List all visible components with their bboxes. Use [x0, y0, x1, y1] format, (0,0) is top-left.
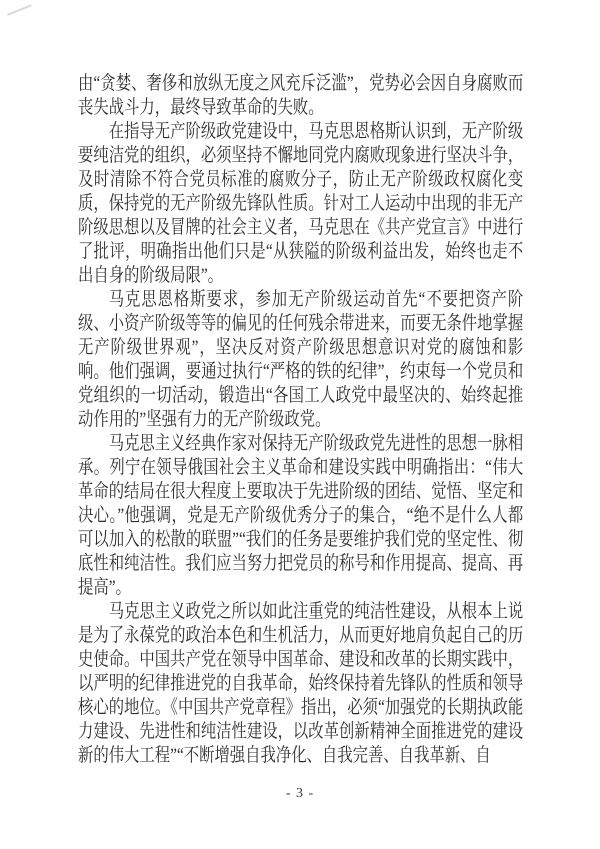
scan-artifact: [7, 4, 32, 16]
paragraph: 马克思主义政党之所以如此注重党的纯洁性建设，从根本上说是为了永葆党的政治本色和生机活力，从而更好地肩负起自己的历史使命。中国共产党在领导中国革命、建设和改革的长期实践中，以严明的纪律推进党的自我革命，始终保持着先锋队的性质和领导核心的地位。《中国共产党章程》指出，必须“加强党的长期执政能力建设、先进性和纯洁性建设，以改革创新精神全面推进党的建设新的伟大工程”“不断增强自我净化、自我完善、自我革新、自: [78, 601, 524, 766]
paragraph: 在指导无产阶级政党建设中，马克思恩格斯认识到，无产阶级要纯洁党的组织，必须坚持不懈地同党内腐败现象进行坚决斗争，及时清除不符合党员标准的腐败分子，防止无产阶级政权腐化变质，保持党的无产阶级先锋队性质。针对工人运动中出现的非无产阶级思想以及冒牌的社会主义者，马克思在《共产党宣言》中进行了批评，明确指出他们只是“从狭隘的阶级利益出发，始终也走不出自身的阶级局限”。: [78, 121, 524, 286]
paragraph: 马克思恩格斯要求，参加无产阶级运动首先“不要把资产阶级、小资产阶级等等的偏见的任何残余带进来，而要无条件地掌握无产阶级世界观”，坚决反对资产阶级思想意识对党的腐蚀和影响。他们强调，要通过执行“严格的铁的纪律”，约束每一个党员和党组织的一切活动，锻造出“各国工人政党中最坚决的、始终起推动作用的”坚强有力的无产阶级政党。: [78, 289, 524, 430]
page-number: - 3 -: [285, 786, 315, 801]
paragraph: 马克思主义经典作家对保持无产阶级政党先进性的思想一脉相承。列宁在领导俄国社会主义革命和建设实践中明确指出：“伟大革命的结局在很大程度上要取决于先进阶级的团结、觉悟、坚定和决心。”他强调，党是无产阶级优秀分子的集合，“绝不是什么人都可以加入的松散的联盟”“我们的任务是要维护我们党的坚定性、彻底性和纯洁性。我们应当努力把党员的称号和作用提高、提高、再提高”。: [78, 433, 524, 598]
page-body-text: [78, 72, 523, 768]
paragraph-continuation: 由“贪婪、奢侈和放纵无度之风充斥泛滥”，党势必会因自身腐败而丧失战斗力，最终导致革命的失败。: [78, 73, 524, 118]
